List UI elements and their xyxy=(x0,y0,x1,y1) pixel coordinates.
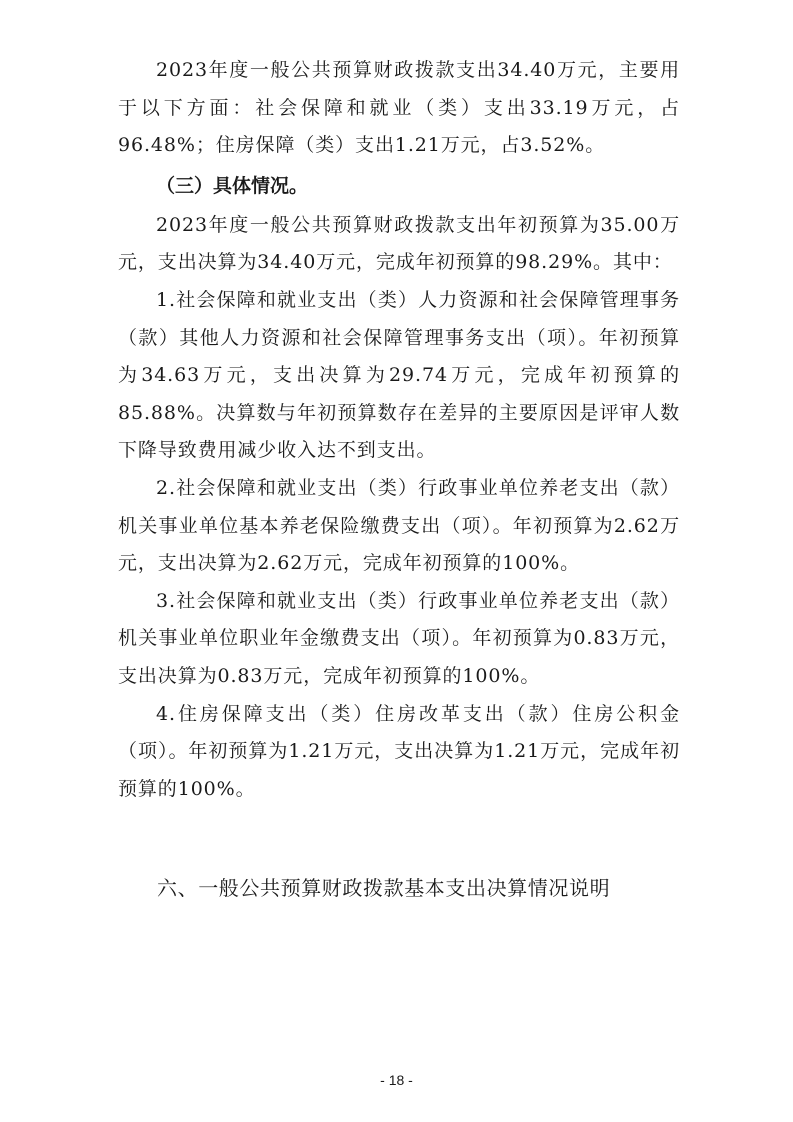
paragraph-overview: 2023年度一般公共预算财政拨款支出34.40万元，主要用于以下方面：社会保障和就业（类）支出33.19万元，占96.48%；住房保障（类）支出1.21万元，占3.52%。 xyxy=(118,59,680,157)
paragraph-item-3: 3.社会保障和就业支出（类）行政事业单位养老支出（款）机关事业单位职业年金缴费支出（项）。年初预算为0.83万元，支出决算为0.83万元，完成年初预算的100%。 xyxy=(118,589,680,687)
paragraph-item-4: 4.住房保障支出（类）住房改革支出（款）住房公积金（项）。年初预算为1.21万元，支出决算为1.21万元，完成年初预算的100%。 xyxy=(118,702,680,800)
subheading-specific-situation: （三）具体情况。 xyxy=(156,174,309,197)
paragraph-item-1: 1.社会保障和就业支出（类）人力资源和社会保障管理事务（款）其他人力资源和社会保障管理事务支出（项）。年初预算为34.63万元，支出决算为29.74万元，完成年初预算的85.88%。决算数与年初预算数存在差异的主要原因是评审人数下降导致费用减少收入达不到支出。 xyxy=(118,288,680,462)
document-body xyxy=(118,52,680,808)
page-number: - 18 - xyxy=(380,1072,413,1088)
section-heading: 六、一般公共预算财政拨款基本支出决算情况说明 xyxy=(157,876,611,900)
paragraph-item-2: 2.社会保障和就业支出（类）行政事业单位养老支出（款）机关事业单位基本养老保险缴费支出（项）。年初预算为2.62万元，支出决算为2.62万元，完成年初预算的100%。 xyxy=(118,476,680,575)
paragraph-budget-summary: 2023年度一般公共预算财政拨款支出年初预算为35.00万元，支出决算为34.40万元，完成年初预算的98.29%。其中： xyxy=(118,213,680,274)
